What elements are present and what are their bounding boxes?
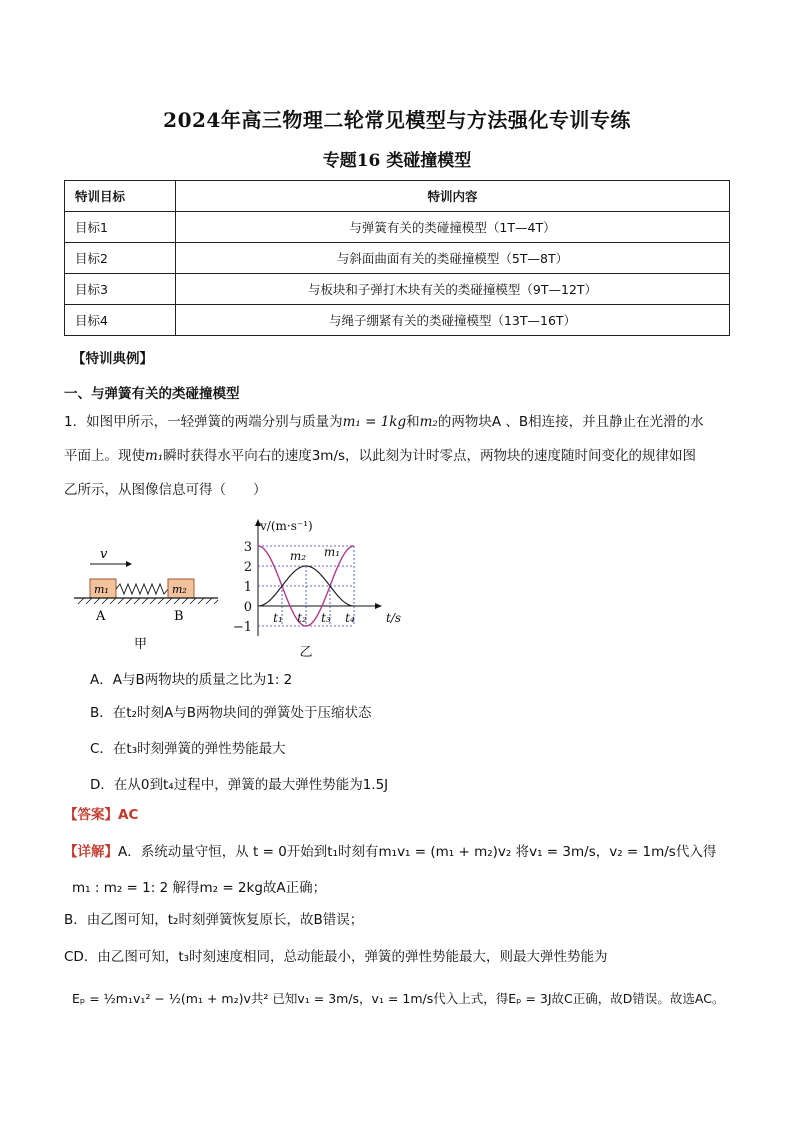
ground-hatch (78, 598, 218, 604)
question-line-2 (64, 446, 734, 466)
option-b: B．在t₂时刻A与B两物块间的弹簧处于压缩状态 (90, 705, 372, 721)
table-row (65, 212, 730, 243)
point-a-label: A (96, 609, 106, 624)
x-tick-label: t₄ (345, 611, 355, 625)
x-tick-label: t₂ (297, 611, 307, 625)
question-m1: m₁ (145, 448, 164, 464)
x-tick-label: t₃ (321, 611, 331, 625)
option-d: D．在从0到t₄过程中，弹簧的最大弹性势能为1.5J (90, 777, 389, 793)
table-header-content: 特训内容 (176, 181, 730, 212)
question-text: 1．如图甲所示，一轻弹簧的两端分别与质量为 (64, 414, 343, 430)
block-m2-label: m₂ (172, 583, 187, 596)
table-cell-goal: 目标1 (65, 212, 176, 243)
detail-text: A．系统动量守恒，从 t = 0开始到t₁时刻有m₁v₁ = (m₁ + m₂)v₂ 将v₁ = 3m/s，v₂ = 1m/s代入得 (118, 844, 717, 860)
question-text: 的两物块A 、B相连接，并且静止在光滑的水 (437, 414, 704, 430)
detail-label: 【详解】 (64, 844, 118, 860)
y-tick-label: 2 (243, 560, 252, 575)
question-line-1 (64, 412, 734, 432)
page-title: 2024年高三物理二轮常见模型与方法强化专训专练 (163, 108, 631, 132)
question-m2: m₂ (419, 414, 438, 430)
section-typical: 【特训典例】 (72, 351, 153, 367)
page-subtitle: 专题16 类碰撞模型 (322, 151, 472, 171)
x-axis-arrow (375, 603, 382, 609)
table-row (65, 274, 730, 305)
table-cell-content: 与绳子绷紧有关的类碰撞模型（13T—16T） (176, 305, 730, 336)
series-m2-label: m₂ (289, 549, 307, 563)
y-axis-label: v/(m·s⁻¹) (260, 519, 313, 533)
table-cell-content: 与弹簧有关的类碰撞模型（1T—4T） (176, 212, 730, 243)
velocity-label: v (100, 547, 108, 562)
table-cell-goal: 目标3 (65, 274, 176, 305)
question-text: 平面上。现使 (64, 448, 145, 464)
table-header-row (65, 181, 730, 212)
table-cell-goal: 目标4 (65, 305, 176, 336)
question-m1-value: m₁ = 1kg (342, 414, 407, 430)
block-m1-label: m₁ (94, 583, 109, 596)
question-text: 和 (406, 414, 420, 430)
option-c: C．在t₃时刻弹簧的弹性势能最大 (90, 741, 286, 757)
figure-left-caption: 甲 (134, 637, 148, 652)
detail-line-5: Eₚ = ½m₁v₁² − ½(m₁ + m₂)v共² 已知v₁ = 3m/s，v₁ = 1m/s代入上式，得Eₚ = 3J故C正确，故D错误。故选AC。 (72, 991, 725, 1006)
detail-line-4: CD．由乙图可知，t₃时刻速度相同，总动能最小，弹簧的弹性势能最大，则最大弹性势能为 (64, 949, 608, 965)
figure-right-caption: 乙 (299, 645, 313, 658)
option-a: A．A与B两物块的质量之比为1: 2 (90, 672, 293, 688)
table-row (65, 243, 730, 274)
x-tick-label: t₁ (273, 611, 283, 625)
y-tick-label: 0 (243, 600, 252, 615)
detail-line-2: m₁ : m₂ = 1: 2 解得m₂ = 2kg故A正确； (72, 880, 327, 896)
section-heading-spring: 一、与弹簧有关的类碰撞模型 (64, 386, 240, 402)
question-text: 瞬时获得水平向右的速度3m/s，以此刻为计时零点，两物块的速度随时间变化的规律如图 (163, 448, 697, 464)
table-row (65, 305, 730, 336)
table-cell-content: 与斜面曲面有关的类碰撞模型（5T—8T） (176, 243, 730, 274)
series-m1-label: m₁ (323, 545, 341, 559)
detail-line-3: B．由乙图可知，t₂时刻弹簧恢复原长，故B错误； (64, 912, 364, 928)
detail-line-1 (64, 842, 744, 862)
x-axis-label: t/s (386, 611, 402, 625)
answer-label: 【答案】AC (64, 807, 139, 823)
point-b-label: B (174, 609, 184, 624)
figure-spring-system (68, 540, 228, 660)
table-cell-goal: 目标2 (65, 243, 176, 274)
question-line-3: 乙所示，从图像信息可得（ ） (64, 482, 267, 498)
velocity-time-chart (228, 516, 406, 658)
table-header-goal: 特训目标 (65, 181, 176, 212)
y-tick-label: 1 (243, 580, 252, 595)
goals-table (64, 180, 730, 336)
y-tick-label: 3 (243, 540, 252, 555)
table-cell-content: 与板块和子弹打木块有关的类碰撞模型（9T—12T） (176, 274, 730, 305)
velocity-arrow (90, 561, 132, 567)
spring (116, 584, 168, 594)
y-tick-label: −1 (232, 620, 252, 635)
